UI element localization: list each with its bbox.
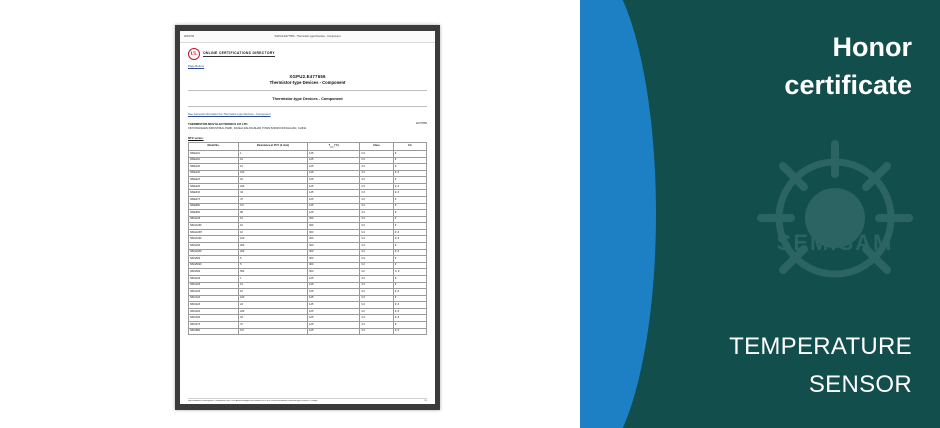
table-row	[189, 170, 427, 177]
honor-heading	[612, 28, 912, 104]
certificate-heading	[188, 74, 427, 85]
table-cell: 200	[238, 243, 307, 250]
table-cell: MNG102	[189, 275, 239, 282]
table-cell: C4	[360, 236, 393, 243]
col-tmax-main: T	[328, 143, 331, 147]
table-cell: 300	[307, 236, 359, 243]
table-cell: MNE473	[189, 197, 239, 204]
table-cell: C4	[360, 223, 393, 230]
table-cell: 125	[307, 183, 359, 190]
table-cell: 300	[307, 269, 359, 276]
table-row	[189, 322, 427, 329]
table-cell: C4	[360, 249, 393, 256]
certificate-subtitle: Thermistor-type Devices - Component	[269, 80, 346, 85]
table-row	[189, 269, 427, 276]
table-cell: C, #	[393, 269, 426, 276]
table-row	[189, 157, 427, 164]
watermark-brand-text: SEMISAM	[776, 230, 894, 255]
table-row	[189, 302, 427, 309]
table-cell: MNE101	[189, 150, 239, 157]
product-line-2: SENSOR	[808, 371, 912, 398]
table-cell: 300	[307, 262, 359, 269]
table-cell: #	[393, 216, 426, 223]
col-tmax-sub: max	[330, 146, 334, 149]
footer-page-number: 1/2	[424, 400, 427, 402]
table-cell: C4	[360, 157, 393, 164]
table-row	[189, 203, 427, 210]
table-cell: 500	[238, 269, 307, 276]
series-label-text: NTC series:	[188, 135, 204, 140]
table-cell: 125	[307, 322, 359, 329]
table-row	[189, 262, 427, 269]
table-cell: C3	[360, 216, 393, 223]
table-cell: 100	[238, 295, 307, 302]
table-cell: MNG103F	[189, 223, 239, 230]
table-cell: C3	[360, 275, 393, 282]
table-row	[189, 315, 427, 322]
table-cell: #	[393, 164, 426, 171]
table-cell: MNU682	[189, 328, 239, 335]
table-cell: 22	[238, 302, 307, 309]
document-frame	[175, 25, 440, 410]
table-cell: 6.8	[238, 328, 307, 335]
table-cell: #	[393, 177, 426, 184]
col-ca: CA	[393, 142, 426, 150]
table-cell: 125	[307, 164, 359, 171]
table-row	[189, 164, 427, 171]
table-cell: 125	[307, 302, 359, 309]
table-row	[189, 328, 427, 335]
col-model-no: Model No.	[189, 142, 239, 150]
table-cell: MNU333	[189, 315, 239, 322]
table-row	[189, 210, 427, 217]
table-cell: 125	[307, 170, 359, 177]
table-cell: MNE229	[189, 183, 239, 190]
footer-url: http://database.ul.com/cgi-bin/XYV/template/LISEXT/1FRAME/showpage.html?name=XGPU2.E477656&ccnshorttitle=Thermistor-type+Devices+-+Compo...	[188, 400, 319, 402]
table-cell: #	[393, 223, 426, 230]
col-tmax	[307, 142, 359, 150]
table-cell: C3	[360, 170, 393, 177]
table-cell: C4	[360, 203, 393, 210]
table-cell: 300	[307, 223, 359, 230]
company-block	[188, 122, 427, 131]
table-cell: C4	[360, 289, 393, 296]
table-cell: 125	[307, 190, 359, 197]
table-cell: C3	[360, 328, 393, 335]
table-cell: MNE102	[189, 157, 239, 164]
table-cell: 125	[307, 275, 359, 282]
table-cell: C4	[360, 302, 393, 309]
table-cell: #, #	[393, 170, 426, 177]
product-heading	[602, 328, 912, 404]
table-cell: #	[393, 150, 426, 157]
table-cell: 47	[238, 197, 307, 204]
table-cell: MNG103H	[189, 229, 239, 236]
table-cell: 10	[238, 164, 307, 171]
table-cell: 300	[307, 243, 359, 250]
honor-line-1: Honor	[832, 32, 912, 62]
table-cell: 220	[238, 183, 307, 190]
table-cell: #	[393, 282, 426, 289]
table-row	[189, 177, 427, 184]
table-row	[189, 308, 427, 315]
table-cell: MNE683	[189, 210, 239, 217]
table-cell: C2	[360, 269, 393, 276]
table-cell: C3	[360, 243, 393, 250]
table-cell: MNE333	[189, 190, 239, 197]
table-cell: MNE104	[189, 170, 239, 177]
table-cell: #	[393, 210, 426, 217]
table-cell: 125	[307, 282, 359, 289]
series-label	[188, 136, 427, 140]
table-cell: MNE223	[189, 177, 239, 184]
col-tmax-unit: (°C)	[333, 143, 339, 147]
table-cell: #, #	[393, 302, 426, 309]
company-name: THERMISTOR-MOV ELECTRONICS CO LTD	[188, 122, 248, 126]
col-class: Class	[360, 142, 393, 150]
table-cell: #, #	[393, 328, 426, 335]
table-row	[189, 216, 427, 223]
table-cell: 200	[238, 249, 307, 256]
table-cell: 5	[238, 262, 307, 269]
browser-bar	[180, 31, 435, 43]
table-cell: #, #	[393, 236, 426, 243]
table-row	[189, 243, 427, 250]
table-cell: #, #	[393, 229, 426, 236]
document-footer	[188, 398, 427, 402]
table-row	[189, 275, 427, 282]
table-cell: 125	[307, 177, 359, 184]
table-cell: 125	[307, 308, 359, 315]
table-cell: MNG103	[189, 216, 239, 223]
table-cell: MNG502F	[189, 262, 239, 269]
table-cell: #	[393, 275, 426, 282]
honor-line-2: certificate	[784, 70, 912, 100]
table-cell: MNG204F	[189, 249, 239, 256]
table-cell: 5	[238, 256, 307, 263]
table-cell: 125	[307, 203, 359, 210]
table-cell: #, #	[393, 308, 426, 315]
table-cell: C3	[360, 197, 393, 204]
table-cell: MNU224	[189, 308, 239, 315]
table-cell: C3	[360, 183, 393, 190]
table-cell: 10	[238, 229, 307, 236]
directory-title: ONLINE CERTIFICATIONS DIRECTORY	[203, 51, 275, 56]
table-cell: 300	[307, 249, 359, 256]
table-cell: 300	[307, 216, 359, 223]
table-row	[189, 295, 427, 302]
table-cell: #	[393, 203, 426, 210]
table-row	[189, 282, 427, 289]
specification-table	[188, 142, 427, 335]
table-cell: 22	[238, 177, 307, 184]
table-cell: MNU473	[189, 322, 239, 329]
divider-top	[188, 90, 427, 91]
company-address: XINYONGSHEN INDUSTRIAL PARK, DASHA DALINGSHAN TOWN 523000 DONGGUAN, CHINA	[188, 127, 307, 131]
table-row	[189, 289, 427, 296]
table-cell: 33	[238, 190, 307, 197]
table-cell: #	[393, 262, 426, 269]
table-cell: 33	[238, 315, 307, 322]
table-row	[189, 190, 427, 197]
table-cell: MNU103	[189, 282, 239, 289]
table-cell: C3	[360, 315, 393, 322]
table-cell: C4	[360, 150, 393, 157]
table-row	[189, 256, 427, 263]
table-cell: 10	[238, 282, 307, 289]
promo-panel	[580, 0, 940, 428]
table-cell: 220	[238, 308, 307, 315]
table-cell: C4	[360, 164, 393, 171]
table-cell: #, #	[393, 315, 426, 322]
table-cell: #, #	[393, 183, 426, 190]
table-cell: #, #	[393, 289, 426, 296]
table-cell: C2	[360, 262, 393, 269]
table-cell: #	[393, 157, 426, 164]
table-cell: MNU223	[189, 302, 239, 309]
table-cell: MNG504	[189, 269, 239, 276]
table-cell: C2	[360, 308, 393, 315]
table-cell: C3	[360, 256, 393, 263]
table-cell: MNE682	[189, 203, 239, 210]
document-body	[180, 43, 435, 335]
table-cell: #, #	[393, 249, 426, 256]
file-number: E477656	[416, 122, 427, 125]
table-cell: MNE103	[189, 164, 239, 171]
table-cell: #	[393, 322, 426, 329]
col-resistance: Resistance at 25°C (k ohm)	[238, 142, 307, 150]
table-cell: 125	[307, 157, 359, 164]
table-body	[189, 150, 427, 334]
browser-date-label: 2016/7/6	[184, 35, 195, 38]
table-cell: 125	[307, 210, 359, 217]
table-cell: 300	[307, 256, 359, 263]
table-cell: 1	[238, 275, 307, 282]
table-cell: 10	[238, 157, 307, 164]
table-cell: 125	[307, 315, 359, 322]
table-cell: 10	[238, 216, 307, 223]
table-cell: 1	[238, 150, 307, 157]
table-cell: 10	[238, 223, 307, 230]
table-cell: #	[393, 256, 426, 263]
certificate-id: XGPU2.E477656	[289, 74, 326, 79]
table-cell: 125	[307, 328, 359, 335]
table-cell: C3	[360, 177, 393, 184]
divider-mid	[188, 106, 427, 107]
table-row	[189, 229, 427, 236]
table-row	[189, 150, 427, 157]
table-cell: 125	[307, 295, 359, 302]
table-cell: 125	[307, 150, 359, 157]
table-cell: 100	[238, 236, 307, 243]
table-cell: C4	[360, 322, 393, 329]
table-cell: 10	[238, 289, 307, 296]
product-line-1: TEMPERATURE	[729, 333, 912, 360]
general-information-link[interactable]: See General Information for Thermistor-type Devices - Component	[188, 112, 271, 116]
table-row	[189, 249, 427, 256]
browser-page-title: XGPU2.E477656 - Thermistor-type Devices - Component	[274, 35, 341, 38]
table-cell: C3	[360, 282, 393, 289]
category-title: Thermistor-type Devices - Component	[272, 96, 343, 101]
ul-logo-icon	[188, 48, 200, 60]
table-cell: 6.8	[238, 203, 307, 210]
table-cell: 125	[307, 289, 359, 296]
table-cell: MNU104	[189, 295, 239, 302]
table-cell: 300	[307, 229, 359, 236]
table-row	[189, 197, 427, 204]
table-cell: #, #	[393, 190, 426, 197]
table-cell: MNG104F	[189, 236, 239, 243]
directory-header	[188, 48, 427, 60]
document-page	[180, 31, 435, 404]
table-cell: #	[393, 243, 426, 250]
table-cell: 68	[238, 210, 307, 217]
table-row	[189, 183, 427, 190]
page-bottom-link[interactable]: Page Bottom	[188, 64, 205, 68]
table-cell: C3	[360, 295, 393, 302]
table-row	[189, 223, 427, 230]
table-cell: 47	[238, 322, 307, 329]
ship-wheel-logo-icon	[730, 130, 940, 280]
table-cell: #	[393, 197, 426, 204]
table-cell: 100	[238, 170, 307, 177]
table-cell: #	[393, 295, 426, 302]
table-header-row	[189, 142, 427, 150]
table-cell: 125	[307, 197, 359, 204]
table-row	[189, 236, 427, 243]
table-cell: MNU103	[189, 289, 239, 296]
table-cell: C4	[360, 229, 393, 236]
table-cell: C3	[360, 210, 393, 217]
table-cell: C3	[360, 190, 393, 197]
table-cell: MNG204	[189, 243, 239, 250]
table-cell: MNG502	[189, 256, 239, 263]
